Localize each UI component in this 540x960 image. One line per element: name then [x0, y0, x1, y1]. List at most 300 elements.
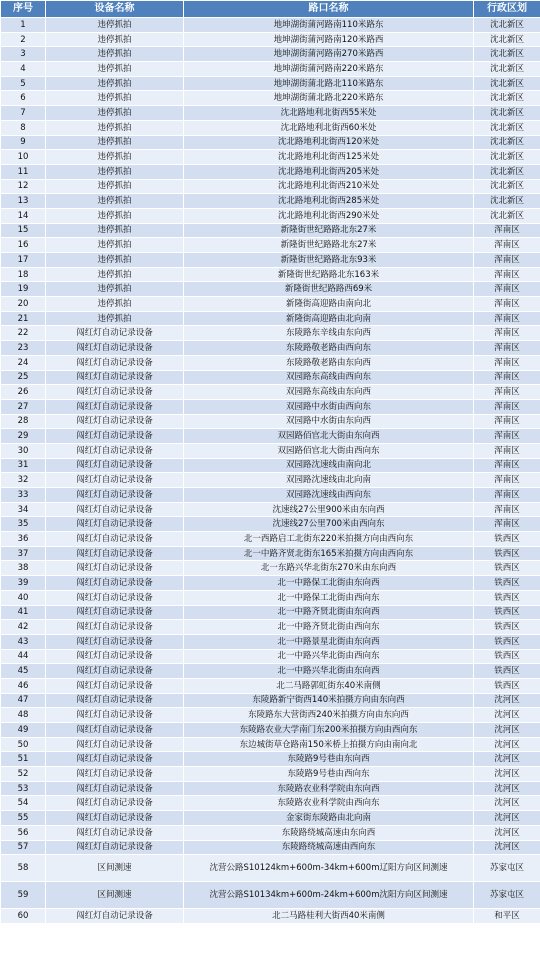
cell-district: 沈北新区: [474, 135, 540, 150]
cell-district: 沈北新区: [474, 47, 540, 62]
cell-device-name: 违停抓拍: [46, 223, 184, 238]
cell-index: 28: [1, 414, 46, 429]
cell-index: 10: [1, 150, 46, 165]
cell-intersection: 沈北路地利北街西125米处: [184, 150, 474, 165]
cell-intersection: 东陵路新宁街西140米拍摄方向由东向西: [184, 693, 474, 708]
cell-intersection: 东陵路农业科学院由西向东: [184, 796, 474, 811]
cell-index: 2: [1, 32, 46, 47]
cell-district: 沈北新区: [474, 179, 540, 194]
cell-district: 铁西区: [474, 664, 540, 679]
cell-device-name: 闯红灯自动记录设备: [46, 473, 184, 488]
cell-device-name: 闯红灯自动记录设备: [46, 723, 184, 738]
cell-intersection: 北一中路齐贤北街由东向西: [184, 605, 474, 620]
cell-index: 32: [1, 473, 46, 488]
cell-index: 60: [1, 909, 46, 924]
table-body: [1, 18, 540, 924]
cell-district: 浑南区: [474, 297, 540, 312]
cell-district: 沈河区: [474, 708, 540, 723]
cell-intersection: 双园路佰官北大街由西向东: [184, 443, 474, 458]
cell-device-name: 违停抓拍: [46, 297, 184, 312]
cell-intersection: 北一中路兴华北街由西向东: [184, 649, 474, 664]
cell-index: 12: [1, 179, 46, 194]
cell-district: 沈河区: [474, 796, 540, 811]
cell-district: 沈北新区: [474, 32, 540, 47]
table-row: [1, 811, 540, 826]
cell-intersection: 东陵路东辛线由东向西: [184, 326, 474, 341]
table-row: [1, 135, 540, 150]
table-row: [1, 517, 540, 532]
cell-district: 铁西区: [474, 590, 540, 605]
cell-device-name: 违停抓拍: [46, 164, 184, 179]
cell-index: 22: [1, 326, 46, 341]
cell-district: 浑南区: [474, 517, 540, 532]
cell-district: 沈河区: [474, 723, 540, 738]
cell-index: 3: [1, 47, 46, 62]
cell-device-name: 闯红灯自动记录设备: [46, 429, 184, 444]
cell-intersection: 地坤湖街蒲河路南270米路西: [184, 47, 474, 62]
cell-device-name: 闯红灯自动记录设备: [46, 590, 184, 605]
cell-intersection: 双园路佰官北大街由东向西: [184, 429, 474, 444]
table-row: [1, 311, 540, 326]
cell-index: 45: [1, 664, 46, 679]
cell-device-name: 违停抓拍: [46, 282, 184, 297]
cell-intersection: 东陵路绕城高速由东向西: [184, 825, 474, 840]
cell-device-name: 违停抓拍: [46, 179, 184, 194]
cell-index: 13: [1, 194, 46, 209]
cell-district: 浑南区: [474, 267, 540, 282]
cell-district: 沈北新区: [474, 164, 540, 179]
cell-district: 沈北新区: [474, 150, 540, 165]
table-row: [1, 18, 540, 33]
table-row: [1, 106, 540, 121]
cell-index: 36: [1, 532, 46, 547]
table-row: [1, 253, 540, 268]
cell-device-name: 闯红灯自动记录设备: [46, 341, 184, 356]
header-district: 行政区划: [474, 1, 540, 18]
cell-intersection: 新隆街世纪路路北东27米: [184, 223, 474, 238]
cell-district: 铁西区: [474, 678, 540, 693]
table-row: [1, 634, 540, 649]
cell-intersection: 北一中路齐贤北街由西向东: [184, 620, 474, 635]
cell-intersection: 沈北路地利北街西285米处: [184, 194, 474, 209]
table-row: [1, 91, 540, 106]
cell-district: 沈北新区: [474, 18, 540, 33]
cell-device-name: 违停抓拍: [46, 135, 184, 150]
cell-device-name: 违停抓拍: [46, 18, 184, 33]
cell-device-name: 违停抓拍: [46, 253, 184, 268]
cell-device-name: 闯红灯自动记录设备: [46, 326, 184, 341]
cell-district: 沈河区: [474, 811, 540, 826]
cell-district: 浑南区: [474, 502, 540, 517]
cell-device-name: 违停抓拍: [46, 150, 184, 165]
table-row: [1, 399, 540, 414]
table-row: [1, 678, 540, 693]
cell-index: 11: [1, 164, 46, 179]
cell-intersection: 沈北路地利北街西55米处: [184, 106, 474, 121]
cell-district: 浑南区: [474, 355, 540, 370]
cell-intersection: 沈北路地利北街西60米处: [184, 120, 474, 135]
cell-device-name: 闯红灯自动记录设备: [46, 546, 184, 561]
cell-district: 浑南区: [474, 399, 540, 414]
cell-district: 浑南区: [474, 253, 540, 268]
cell-index: 9: [1, 135, 46, 150]
table-row: [1, 605, 540, 620]
cell-device-name: 闯红灯自动记录设备: [46, 458, 184, 473]
cell-district: 沈北新区: [474, 194, 540, 209]
cell-district: 浑南区: [474, 429, 540, 444]
cell-index: 44: [1, 649, 46, 664]
cell-district: 苏家屯区: [474, 855, 540, 882]
cell-index: 29: [1, 429, 46, 444]
cell-device-name: 违停抓拍: [46, 62, 184, 77]
table-row: [1, 752, 540, 767]
cell-district: 浑南区: [474, 282, 540, 297]
cell-intersection: 北一西路启工北街东220米拍摄方向由西向东: [184, 532, 474, 547]
cell-intersection: 沈速线27公里700米由西向东: [184, 517, 474, 532]
cell-district: 铁西区: [474, 532, 540, 547]
cell-intersection: 双园路沈速线由北向南: [184, 473, 474, 488]
cell-district: 沈北新区: [474, 91, 540, 106]
cell-index: 30: [1, 443, 46, 458]
cell-district: 沈河区: [474, 781, 540, 796]
cell-device-name: 闯红灯自动记录设备: [46, 664, 184, 679]
cell-district: 铁西区: [474, 605, 540, 620]
cell-index: 26: [1, 385, 46, 400]
cell-district: 沈河区: [474, 840, 540, 855]
table-row: [1, 649, 540, 664]
table-row: [1, 502, 540, 517]
cell-district: 浑南区: [474, 341, 540, 356]
cell-index: 52: [1, 767, 46, 782]
cell-district: 浑南区: [474, 370, 540, 385]
cell-district: 铁西区: [474, 620, 540, 635]
cell-device-name: 区间测速: [46, 882, 184, 909]
cell-district: 浑南区: [474, 443, 540, 458]
cell-intersection: 双园路沈速线由西向东: [184, 488, 474, 503]
cell-device-name: 闯红灯自动记录设备: [46, 414, 184, 429]
cell-device-name: 闯红灯自动记录设备: [46, 576, 184, 591]
cell-device-name: 违停抓拍: [46, 267, 184, 282]
table-row: [1, 620, 540, 635]
cell-district: 沈北新区: [474, 62, 540, 77]
table-row: [1, 47, 540, 62]
table-row: [1, 882, 540, 909]
cell-index: 34: [1, 502, 46, 517]
table-row: [1, 590, 540, 605]
cell-intersection: 东陵路绕城高速由西向东: [184, 840, 474, 855]
header-device-name: 设备名称: [46, 1, 184, 18]
cell-index: 53: [1, 781, 46, 796]
cell-device-name: 闯红灯自动记录设备: [46, 678, 184, 693]
cell-intersection: 新隆街世纪路路北东27米: [184, 238, 474, 253]
cell-index: 15: [1, 223, 46, 238]
cell-district: 浑南区: [474, 311, 540, 326]
table-row: [1, 76, 540, 91]
cell-district: 铁西区: [474, 634, 540, 649]
table-row: [1, 855, 540, 882]
cell-index: 31: [1, 458, 46, 473]
cell-device-name: 闯红灯自动记录设备: [46, 752, 184, 767]
cell-intersection: 地坤湖街蒲河路南120米路西: [184, 32, 474, 47]
table-row: [1, 693, 540, 708]
cell-index: 48: [1, 708, 46, 723]
table-row: [1, 708, 540, 723]
table-row: [1, 326, 540, 341]
cell-district: 浑南区: [474, 326, 540, 341]
cell-intersection: 东陵路9号巷由西向东: [184, 767, 474, 782]
cell-device-name: 闯红灯自动记录设备: [46, 532, 184, 547]
table-row: [1, 825, 540, 840]
cell-intersection: 东边城街草仓路南150米桥上拍摄方向由南向北: [184, 737, 474, 752]
cell-index: 25: [1, 370, 46, 385]
table-row: [1, 443, 540, 458]
cell-device-name: 闯红灯自动记录设备: [46, 620, 184, 635]
table-row: [1, 781, 540, 796]
table-row: [1, 267, 540, 282]
table-row: [1, 385, 540, 400]
cell-index: 40: [1, 590, 46, 605]
cell-intersection: 东陵路9号巷由东向西: [184, 752, 474, 767]
cell-district: 沈河区: [474, 737, 540, 752]
table-row: [1, 840, 540, 855]
cell-intersection: 新隆街高迎路由北向南: [184, 311, 474, 326]
cell-device-name: 闯红灯自动记录设备: [46, 737, 184, 752]
cell-intersection: 沈北路地利北街西210米处: [184, 179, 474, 194]
cell-index: 21: [1, 311, 46, 326]
cell-district: 浑南区: [474, 488, 540, 503]
cell-intersection: 东陵路东大营街西240米拍摄方向由东向西: [184, 708, 474, 723]
cell-intersection: 北一中路兴华北街由东向西: [184, 664, 474, 679]
cell-intersection: 地坤湖街蒲北路北110米路东: [184, 76, 474, 91]
cell-district: 铁西区: [474, 546, 540, 561]
cell-district: 和平区: [474, 909, 540, 924]
cell-index: 23: [1, 341, 46, 356]
cell-intersection: 地坤湖街蒲北路北220米路东: [184, 91, 474, 106]
cell-device-name: 闯红灯自动记录设备: [46, 399, 184, 414]
table-row: [1, 164, 540, 179]
table-row: [1, 561, 540, 576]
table-header-row: [1, 1, 540, 18]
cell-index: 46: [1, 678, 46, 693]
cell-index: 57: [1, 840, 46, 855]
cell-index: 42: [1, 620, 46, 635]
cell-device-name: 违停抓拍: [46, 91, 184, 106]
cell-device-name: 闯红灯自动记录设备: [46, 443, 184, 458]
table-row: [1, 414, 540, 429]
cell-intersection: 双园路中水街由西向东: [184, 399, 474, 414]
table-row: [1, 723, 540, 738]
table-row: [1, 576, 540, 591]
cell-device-name: 违停抓拍: [46, 47, 184, 62]
cell-district: 沈河区: [474, 752, 540, 767]
cell-district: 铁西区: [474, 561, 540, 576]
table-row: [1, 282, 540, 297]
cell-district: 浑南区: [474, 385, 540, 400]
table-row: [1, 370, 540, 385]
cell-district: 沈河区: [474, 767, 540, 782]
table-row: [1, 120, 540, 135]
cell-district: 铁西区: [474, 576, 540, 591]
cell-device-name: 闯红灯自动记录设备: [46, 605, 184, 620]
cell-intersection: 东陵路农业大学南门东200米拍摄方向由西向东: [184, 723, 474, 738]
table-row: [1, 223, 540, 238]
cell-device-name: 违停抓拍: [46, 208, 184, 223]
cell-index: 8: [1, 120, 46, 135]
cell-district: 沈北新区: [474, 76, 540, 91]
cell-index: 20: [1, 297, 46, 312]
cell-index: 27: [1, 399, 46, 414]
table-row: [1, 767, 540, 782]
table-row: [1, 796, 540, 811]
cell-index: 19: [1, 282, 46, 297]
table-row: [1, 179, 540, 194]
table-row: [1, 488, 540, 503]
cell-device-name: 闯红灯自动记录设备: [46, 634, 184, 649]
table-row: [1, 341, 540, 356]
cell-index: 17: [1, 253, 46, 268]
cell-district: 沈北新区: [474, 106, 540, 121]
cell-district: 苏家屯区: [474, 882, 540, 909]
cell-intersection: 北二马路郭虹街东40米南侧: [184, 678, 474, 693]
cell-intersection: 金家街东陵路由北向南: [184, 811, 474, 826]
cell-index: 51: [1, 752, 46, 767]
table-row: [1, 194, 540, 209]
cell-device-name: 闯红灯自动记录设备: [46, 488, 184, 503]
cell-device-name: 违停抓拍: [46, 238, 184, 253]
cell-index: 49: [1, 723, 46, 738]
cell-district: 浑南区: [474, 223, 540, 238]
cell-intersection: 双园路东高线由西向东: [184, 370, 474, 385]
cell-index: 4: [1, 62, 46, 77]
cell-index: 1: [1, 18, 46, 33]
cell-intersection: 北一中路景星北街由东向西: [184, 634, 474, 649]
table-row: [1, 909, 540, 924]
cell-index: 33: [1, 488, 46, 503]
cell-intersection: 地坤湖街蒲河路南110米路东: [184, 18, 474, 33]
cell-device-name: 闯红灯自动记录设备: [46, 370, 184, 385]
cell-index: 6: [1, 91, 46, 106]
cell-intersection: 双园路东高线由东向西: [184, 385, 474, 400]
cell-index: 47: [1, 693, 46, 708]
cell-index: 43: [1, 634, 46, 649]
cell-district: 沈北新区: [474, 208, 540, 223]
cell-device-name: 闯红灯自动记录设备: [46, 502, 184, 517]
cell-intersection: 沈北路地利北街西120米处: [184, 135, 474, 150]
cell-device-name: 闯红灯自动记录设备: [46, 909, 184, 924]
cell-device-name: 闯红灯自动记录设备: [46, 825, 184, 840]
table-row: [1, 150, 540, 165]
cell-intersection: 沈营公路S10124km+600m-34km+600m辽阳方向区间测速: [184, 855, 474, 882]
cell-district: 沈河区: [474, 825, 540, 840]
cell-district: 浑南区: [474, 238, 540, 253]
cell-device-name: 闯红灯自动记录设备: [46, 561, 184, 576]
cell-device-name: 闯红灯自动记录设备: [46, 840, 184, 855]
table-row: [1, 208, 540, 223]
cell-device-name: 闯红灯自动记录设备: [46, 796, 184, 811]
table-row: [1, 62, 540, 77]
cell-index: 50: [1, 737, 46, 752]
cell-index: 5: [1, 76, 46, 91]
cell-intersection: 北一中路保工北街由西向东: [184, 590, 474, 605]
cell-intersection: 新隆街高迎路由南向北: [184, 297, 474, 312]
cell-index: 56: [1, 825, 46, 840]
cell-intersection: 沈营公路S10134km+600m-24km+600m沈阳方向区间测速: [184, 882, 474, 909]
cell-district: 沈河区: [474, 693, 540, 708]
cell-intersection: 沈北路地利北街西290米处: [184, 208, 474, 223]
cell-device-name: 闯红灯自动记录设备: [46, 767, 184, 782]
table-row: [1, 546, 540, 561]
cell-index: 39: [1, 576, 46, 591]
header-intersection: 路口名称: [184, 1, 474, 18]
cell-intersection: 新隆街世纪路路北东163米: [184, 267, 474, 282]
cell-device-name: 闯红灯自动记录设备: [46, 355, 184, 370]
table-row: [1, 32, 540, 47]
cell-index: 38: [1, 561, 46, 576]
cell-index: 58: [1, 855, 46, 882]
cell-district: 浑南区: [474, 414, 540, 429]
cell-device-name: 违停抓拍: [46, 194, 184, 209]
cell-index: 54: [1, 796, 46, 811]
table-row: [1, 429, 540, 444]
cell-index: 55: [1, 811, 46, 826]
cell-district: 浑南区: [474, 458, 540, 473]
table-row: [1, 532, 540, 547]
cell-index: 41: [1, 605, 46, 620]
cell-index: 59: [1, 882, 46, 909]
cell-intersection: 东陵路农业科学院由东向西: [184, 781, 474, 796]
table-row: [1, 458, 540, 473]
cell-index: 37: [1, 546, 46, 561]
cell-device-name: 违停抓拍: [46, 311, 184, 326]
cell-intersection: 双园路沈速线由南向北: [184, 458, 474, 473]
cell-device-name: 闯红灯自动记录设备: [46, 781, 184, 796]
cell-device-name: 违停抓拍: [46, 106, 184, 121]
cell-intersection: 双园路中水街由东向西: [184, 414, 474, 429]
cell-intersection: 北一中路齐贤北街东165米拍摄方向由西向东: [184, 546, 474, 561]
cell-device-name: 闯红灯自动记录设备: [46, 811, 184, 826]
cell-district: 浑南区: [474, 473, 540, 488]
table-row: [1, 664, 540, 679]
cell-index: 14: [1, 208, 46, 223]
cell-device-name: 闯红灯自动记录设备: [46, 693, 184, 708]
cell-index: 7: [1, 106, 46, 121]
cell-intersection: 沈速线27公里900米由东向西: [184, 502, 474, 517]
cell-intersection: 北一东路兴华北街东270米由东向西: [184, 561, 474, 576]
cell-intersection: 东陵路敬老路由西向东: [184, 341, 474, 356]
cell-intersection: 东陵路敬老路由东向西: [184, 355, 474, 370]
header-index: 序号: [1, 1, 46, 18]
cell-device-name: 闯红灯自动记录设备: [46, 649, 184, 664]
cell-intersection: 新隆街世纪路路西69米: [184, 282, 474, 297]
cell-device-name: 区间测速: [46, 855, 184, 882]
cell-index: 16: [1, 238, 46, 253]
cell-device-name: 闯红灯自动记录设备: [46, 708, 184, 723]
cell-intersection: 北二马路桂利大街西40米南侧: [184, 909, 474, 924]
table-row: [1, 297, 540, 312]
cell-index: 18: [1, 267, 46, 282]
cell-index: 35: [1, 517, 46, 532]
table-row: [1, 238, 540, 253]
cell-intersection: 沈北路地利北街西205米处: [184, 164, 474, 179]
table-row: [1, 355, 540, 370]
cell-index: 24: [1, 355, 46, 370]
cell-intersection: 北一中路保工北街由东向西: [184, 576, 474, 591]
table-row: [1, 737, 540, 752]
cell-intersection: 新隆街世纪路路北东93米: [184, 253, 474, 268]
cell-device-name: 违停抓拍: [46, 32, 184, 47]
cell-device-name: 闯红灯自动记录设备: [46, 385, 184, 400]
cell-device-name: 闯红灯自动记录设备: [46, 517, 184, 532]
